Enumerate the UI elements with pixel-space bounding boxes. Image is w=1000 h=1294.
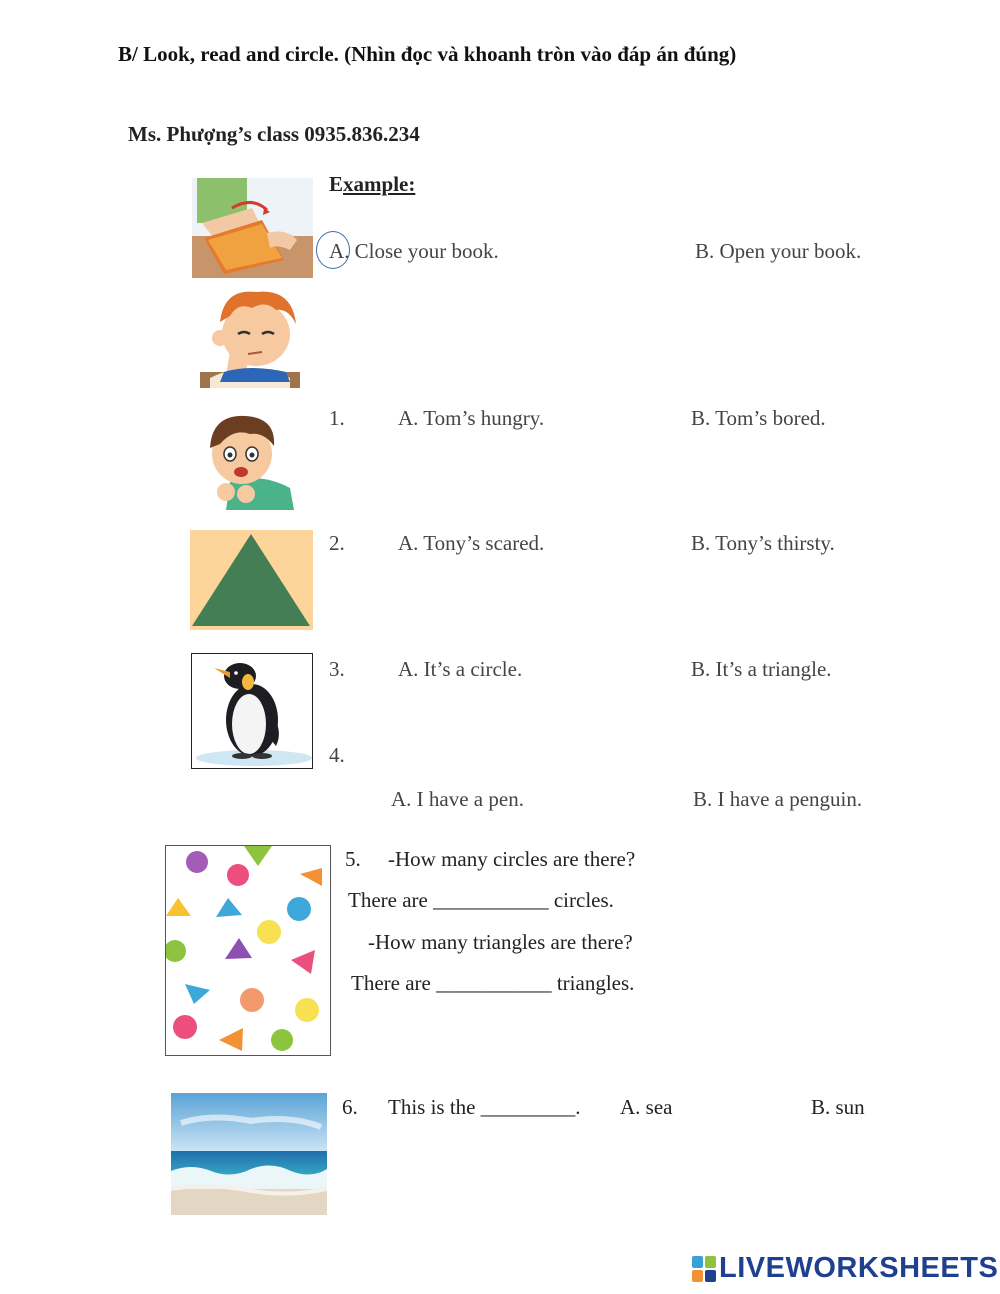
question-3-number: 3. — [329, 657, 345, 681]
worksheet-title: B/ Look, read and circle. (Nhìn đọc và khoanh tròn vào đáp án đúng) — [118, 42, 737, 66]
question-2-number: 2. — [329, 531, 345, 555]
question-1-option-a[interactable]: A. Tom’s hungry. — [398, 406, 545, 430]
scared-boy-image — [190, 410, 313, 510]
question-1-number: 1. — [329, 406, 345, 430]
shape-circle-purple — [186, 851, 208, 873]
question-4-option-a[interactable]: A. I have a pen. — [391, 787, 524, 811]
liveworksheets-logo-icon — [692, 1256, 716, 1282]
shape-circle-yellow — [257, 920, 281, 944]
teacher-line: Ms. Phượng’s class 0935.836.234 — [128, 122, 420, 146]
question-6-text[interactable]: This is the _________. — [388, 1095, 581, 1119]
question-5-line-3: -How many triangles are there? — [368, 930, 633, 954]
question-6-option-b[interactable]: B. sun — [811, 1095, 865, 1119]
question-2-option-b[interactable]: B. Tony’s thirsty. — [691, 531, 835, 555]
example-option-a[interactable]: A. Close your book. — [329, 239, 499, 263]
close-book-image — [192, 178, 313, 278]
question-5-line-4[interactable]: There are ___________ triangles. — [351, 971, 635, 995]
sea-image — [171, 1093, 327, 1215]
question-4-option-b[interactable]: B. I have a penguin. — [693, 787, 863, 811]
bored-boy-image — [190, 282, 313, 388]
shape-circle-pink-2 — [173, 1015, 197, 1039]
question-5-line-1: -How many circles are there? — [388, 847, 636, 871]
shape-circle-orange — [240, 988, 264, 1012]
question-5-line-2[interactable]: There are ___________ circles. — [348, 888, 614, 912]
question-5-number: 5. — [345, 847, 361, 871]
question-6-option-a[interactable]: A. sea — [620, 1095, 673, 1119]
question-2-option-a[interactable]: A. Tony’s scared. — [398, 531, 545, 555]
penguin-image — [191, 653, 313, 769]
liveworksheets-logo — [692, 1252, 998, 1285]
example-label — [329, 172, 415, 197]
shape-circle-blue — [287, 897, 311, 921]
shape-circle-pink — [227, 864, 249, 886]
question-3-option-b[interactable]: B. It’s a triangle. — [691, 657, 832, 681]
shape-circle-green-2 — [271, 1029, 293, 1051]
example-label-first: E — [329, 172, 344, 196]
question-4-number: 4. — [329, 743, 345, 767]
question-1-option-b[interactable]: B. Tom’s bored. — [691, 406, 826, 430]
question-6-number: 6. — [342, 1095, 358, 1119]
triangle-image — [190, 530, 313, 630]
example-option-b[interactable]: B. Open your book. — [695, 239, 862, 263]
example-label-rest: xample: — [343, 172, 416, 196]
liveworksheets-logo-text: LIVEWORKSHEETS — [719, 1252, 999, 1284]
shapes-image — [165, 845, 331, 1056]
question-3-option-a[interactable]: A. It’s a circle. — [398, 657, 523, 681]
shape-circle-yellow-2 — [295, 998, 319, 1022]
